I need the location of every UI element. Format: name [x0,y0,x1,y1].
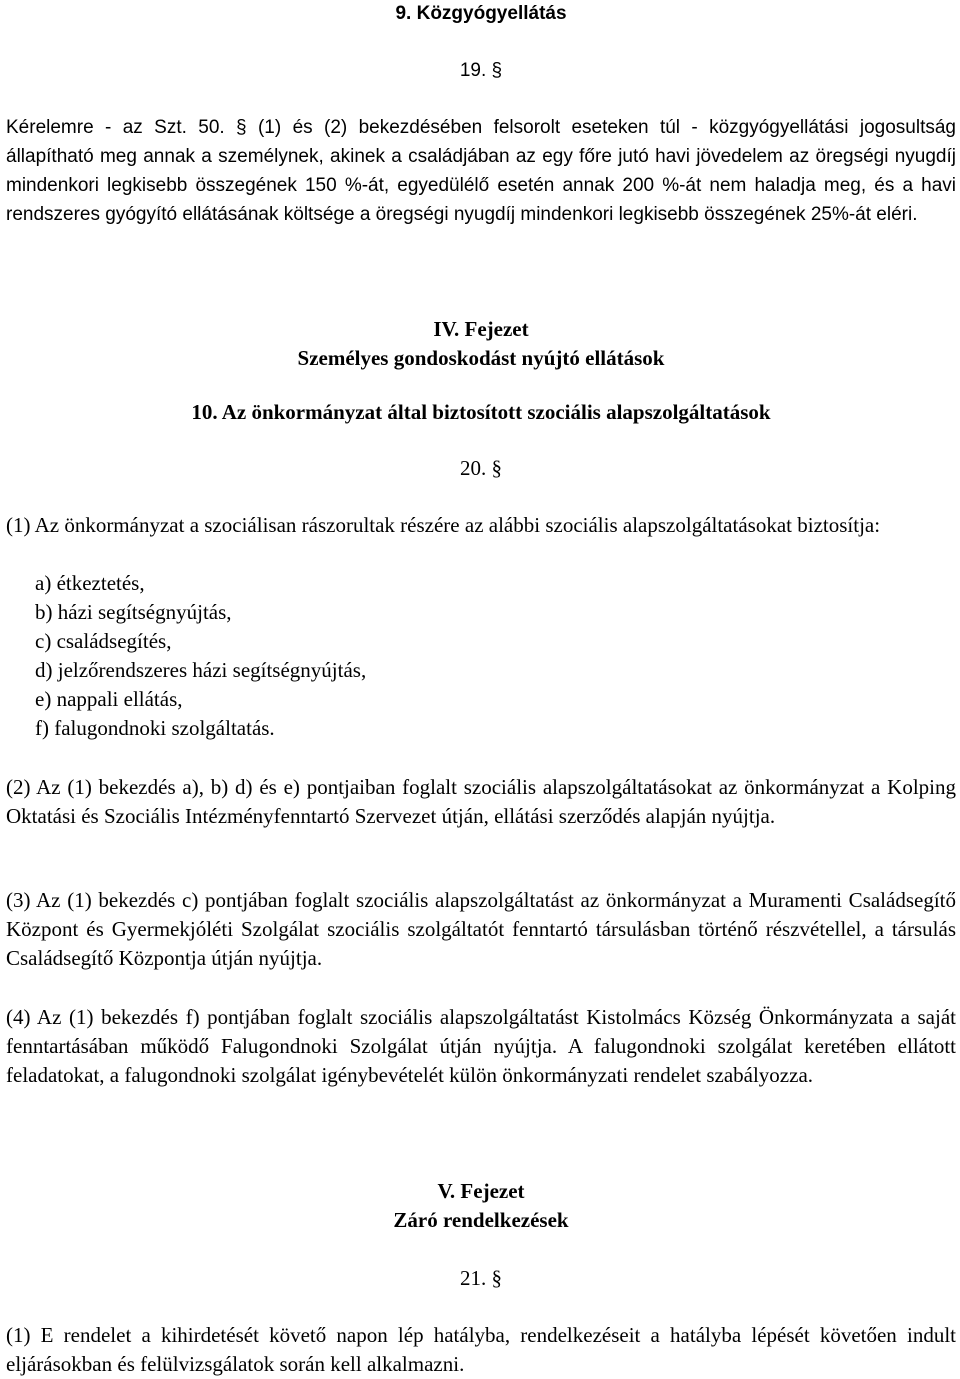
list-item: d) jelzőrendszeres házi segítségnyújtás, [35,658,367,682]
paragraph-20-number: 20. § [460,456,502,480]
paragraph-19-text: Kérelemre - az Szt. 50. § (1) és (2) bekezdésében felsorolt eseteken túl - közgyógyellátási jogosultság állapítható meg annak a személynek, akinek a családjában az egy főre jutó havi jövedelem az öregségi nyugdíj mindenkori legkisebb összegének 150 %-át, egyedülélő esetén annak 200 %-át nem haladja meg, és a havi rendszeres gyógyító ellátásának költsége a öregségi nyugdíj mindenkori legkisebb összegének 25%-át eléri. [6,117,956,225]
paragraph-20-4: (4) Az (1) bekezdés f) pontjában foglalt szociális alapszolgáltatást Kistolmács Község Önkormányzata a saját fenntartásában működő Falugondnoki Szolgálat útján nyújtja. A falugondnoki szolgálat keretében ellátott feladatokat, a falugondnoki szolgálat igénybevételét külön önkormányzati rendelet szabályozza. [6,1005,956,1087]
chapter-5-subtitle: Záró rendelkezések [393,1208,569,1232]
service-list [6,569,926,743]
paragraph-21-1: (1) E rendelet a kihirdetését követő napon lép hatályba, rendelkezéseit a hatályba lépését követően indult eljárásokban és felülvizsgálatok során kell alkalmazni. [6,1323,956,1376]
paragraph-20-1-intro: (1) Az önkormányzat a szociálisan rászorultak részére az alábbi szociális alapszolgáltatásokat biztosítja: [6,513,881,537]
list-item: a) étkeztetés, [35,571,145,595]
list-item: c) családsegítés, [35,629,172,653]
paragraph-20-2: (2) Az (1) bekezdés a), b) d) és e) pontjaiban foglalt szociális alapszolgáltatásokat az önkormányzat a Kolping Oktatási és Szociális Intézményfenntartó Szervezet útján, ellátási szerződés alapján nyújtja. [6,775,956,828]
section-9-heading: 9. Közgyógyellátás [395,3,567,24]
paragraph-20-3: (3) Az (1) bekezdés c) pontjában foglalt szociális alapszolgáltatást az önkormányzat a Muramenti Családsegítő Központ és Gyermekjóléti Szolgálat szociális szolgáltatót fenntartó társulásban történő részvétellel, a társulás Családsegítő Központja útján nyújtja. [6,888,956,970]
paragraph-21-number: 21. § [460,1266,502,1290]
paragraph-19-number: 19. § [459,60,503,81]
chapter-5-title: V. Fejezet [437,1179,525,1203]
chapter-4-title: IV. Fejezet [433,317,529,341]
chapter-4-subtitle: Személyes gondoskodást nyújtó ellátások [297,346,665,370]
list-item: f) falugondnoki szolgáltatás. [35,716,275,740]
section-10-heading: 10. Az önkormányzat által biztosított szociális alapszolgáltatások [191,400,771,424]
list-item: e) nappali ellátás, [35,687,183,711]
list-item: b) házi segítségnyújtás, [35,600,232,624]
